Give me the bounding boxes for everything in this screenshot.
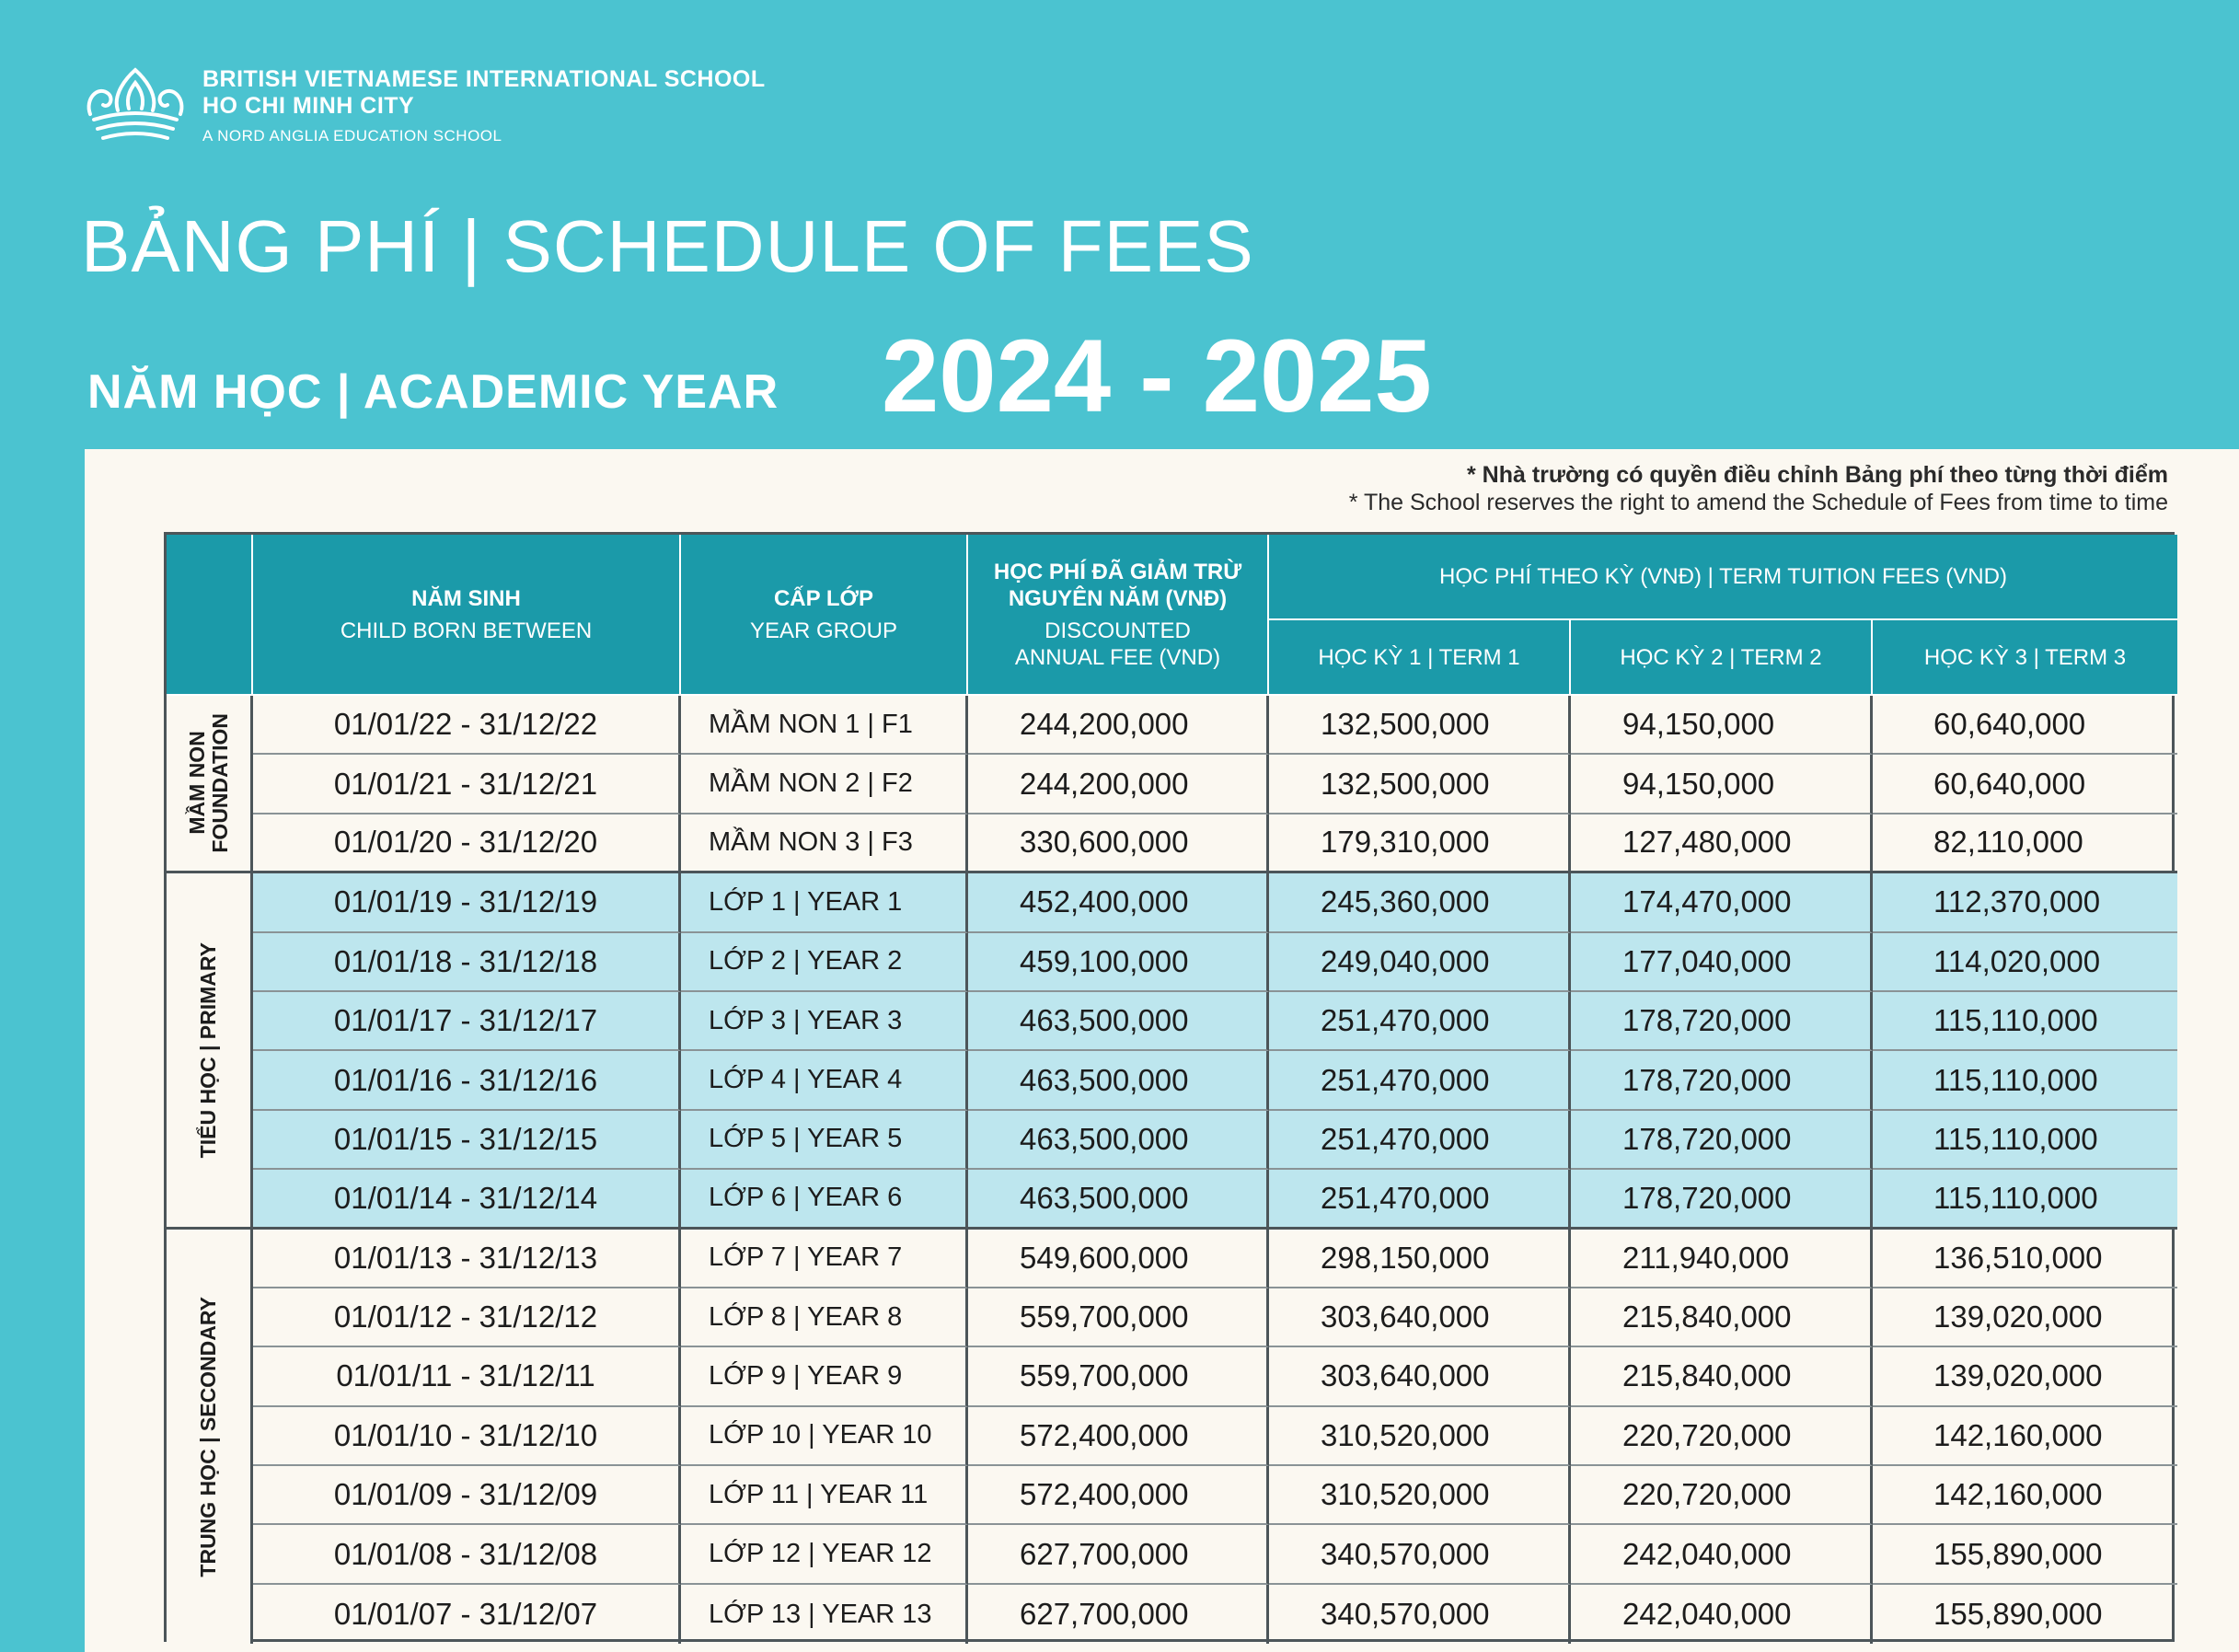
cell-year-group: LỚP 11 | YEAR 11	[681, 1466, 968, 1525]
cell-born: 01/01/16 - 31/12/16	[253, 1051, 681, 1110]
cell-term3-fee: 139,020,000	[1873, 1288, 2177, 1347]
cell-born: 01/01/11 - 31/12/11	[253, 1347, 681, 1406]
cell-annual-fee: 559,700,000	[968, 1347, 1269, 1406]
cell-born: 01/01/08 - 31/12/08	[253, 1525, 681, 1584]
cell-annual-fee: 463,500,000	[968, 1051, 1269, 1110]
cell-term2-fee: 178,720,000	[1571, 1051, 1873, 1110]
header-group-vi: CẤP LỚP	[773, 585, 874, 611]
cell-term1-fee: 298,150,000	[1269, 1230, 1571, 1288]
cell-year-group: LỚP 8 | YEAR 8	[681, 1288, 968, 1347]
cell-annual-fee: 244,200,000	[968, 696, 1269, 755]
cell-term2-fee: 178,720,000	[1571, 992, 1873, 1051]
cell-year-group: LỚP 7 | YEAR 7	[681, 1230, 968, 1288]
cell-term1-fee: 340,570,000	[1269, 1525, 1571, 1584]
cell-born: 01/01/14 - 31/12/14	[253, 1170, 681, 1229]
cell-annual-fee: 572,400,000	[968, 1407, 1269, 1466]
header-blank-cell	[167, 535, 253, 696]
header-term2: HỌC KỲ 2 | TERM 2	[1571, 620, 1873, 696]
cell-term1-fee: 132,500,000	[1269, 696, 1571, 755]
cell-year-group: LỚP 6 | YEAR 6	[681, 1170, 968, 1229]
cell-term2-fee: 94,150,000	[1571, 755, 1873, 814]
cell-year-group: LỚP 4 | YEAR 4	[681, 1051, 968, 1110]
cell-born: 01/01/10 - 31/12/10	[253, 1407, 681, 1466]
cell-year-group: MẦM NON 3 | F3	[681, 814, 968, 873]
header-term3: HỌC KỲ 3 | TERM 3	[1873, 620, 2177, 696]
cell-term1-fee: 340,570,000	[1269, 1585, 1571, 1644]
cell-annual-fee: 627,700,000	[968, 1525, 1269, 1584]
cell-born: 01/01/21 - 31/12/21	[253, 755, 681, 814]
school-name: BRITISH VIETNAMESE INTERNATIONAL SCHOOL	[202, 66, 766, 92]
cell-year-group: MẦM NON 1 | F1	[681, 696, 968, 755]
section-primary-label: TIỂU HỌC | PRIMARY	[196, 942, 220, 1158]
cell-term3-fee: 155,890,000	[1873, 1525, 2177, 1584]
cell-year-group: LỚP 5 | YEAR 5	[681, 1111, 968, 1170]
section-foundation-label: MẦM NON FOUNDATION	[184, 713, 232, 853]
cell-term1-fee: 303,640,000	[1269, 1288, 1571, 1347]
cell-year-group: LỚP 1 | YEAR 1	[681, 873, 968, 932]
cell-term1-fee: 251,470,000	[1269, 1051, 1571, 1110]
cell-annual-fee: 627,700,000	[968, 1585, 1269, 1644]
cell-term1-fee: 251,470,000	[1269, 1111, 1571, 1170]
section-secondary-label: TRUNG HỌC | SECONDARY	[196, 1296, 220, 1577]
cell-born: 01/01/13 - 31/12/13	[253, 1230, 681, 1288]
cell-term1-fee: 179,310,000	[1269, 814, 1571, 873]
cell-term1-fee: 251,470,000	[1269, 992, 1571, 1051]
header-discounted-fee	[968, 535, 1269, 696]
cell-annual-fee: 459,100,000	[968, 933, 1269, 992]
school-crest-logo	[81, 63, 190, 144]
cell-born: 01/01/18 - 31/12/18	[253, 933, 681, 992]
cell-born: 01/01/07 - 31/12/07	[253, 1585, 681, 1644]
header-discount-en-2: ANNUAL FEE (VND)	[1014, 644, 1221, 670]
section-primary	[167, 873, 253, 1229]
cell-term2-fee: 220,720,000	[1571, 1466, 1873, 1525]
cell-annual-fee: 452,400,000	[968, 873, 1269, 932]
cell-term2-fee: 178,720,000	[1571, 1111, 1873, 1170]
cell-term3-fee: 114,020,000	[1873, 933, 2177, 992]
school-affiliation: A NORD ANGLIA EDUCATION SCHOOL	[202, 127, 502, 144]
fees-panel	[85, 449, 2239, 1652]
cell-born: 01/01/09 - 31/12/09	[253, 1466, 681, 1525]
cell-term2-fee: 174,470,000	[1571, 873, 1873, 932]
header-group	[681, 535, 968, 696]
cell-term3-fee: 115,110,000	[1873, 1111, 2177, 1170]
cell-year-group: LỚP 9 | YEAR 9	[681, 1347, 968, 1406]
disclaimer-en: * The School reserves the right to amend the Schedule of Fees from time to time	[1348, 490, 2168, 515]
cell-born: 01/01/19 - 31/12/19	[253, 873, 681, 932]
cell-born: 01/01/17 - 31/12/17	[253, 992, 681, 1051]
cell-annual-fee: 559,700,000	[968, 1288, 1269, 1347]
cell-year-group: LỚP 10 | YEAR 10	[681, 1407, 968, 1466]
cell-term2-fee: 220,720,000	[1571, 1407, 1873, 1466]
fees-table	[164, 532, 2175, 1642]
cell-born: 01/01/20 - 31/12/20	[253, 814, 681, 873]
cell-annual-fee: 330,600,000	[968, 814, 1269, 873]
cell-born: 01/01/15 - 31/12/15	[253, 1111, 681, 1170]
header-term1: HỌC KỲ 1 | TERM 1	[1269, 620, 1571, 696]
cell-term3-fee: 60,640,000	[1873, 755, 2177, 814]
cell-term3-fee: 115,110,000	[1873, 1051, 2177, 1110]
cell-term3-fee: 112,370,000	[1873, 873, 2177, 932]
cell-born: 01/01/12 - 31/12/12	[253, 1288, 681, 1347]
header-term-fees-label: HỌC PHÍ THEO KỲ (VNĐ) | TERM TUITION FEES (VND)	[1439, 564, 2007, 589]
cell-annual-fee: 244,200,000	[968, 755, 1269, 814]
cell-annual-fee: 549,600,000	[968, 1230, 1269, 1288]
cell-term3-fee: 115,110,000	[1873, 992, 2177, 1051]
academic-year-value: 2024 - 2025	[882, 318, 1432, 433]
cell-term2-fee: 242,040,000	[1571, 1585, 1873, 1644]
header-group-en: YEAR GROUP	[749, 618, 898, 643]
cell-year-group: LỚP 3 | YEAR 3	[681, 992, 968, 1051]
cell-year-group: LỚP 2 | YEAR 2	[681, 933, 968, 992]
cell-year-group: MẦM NON 2 | F2	[681, 755, 968, 814]
header-born-en: CHILD BORN BETWEEN	[340, 618, 593, 643]
cell-term3-fee: 82,110,000	[1873, 814, 2177, 873]
page-title: BẢNG PHÍ | SCHEDULE OF FEES	[81, 205, 1254, 287]
header-discount-vi-2: NGUYÊN NĂM (VNĐ)	[1008, 585, 1228, 611]
header-discount-en-1: DISCOUNTED	[1044, 618, 1191, 643]
cell-term1-fee: 303,640,000	[1269, 1347, 1571, 1406]
cell-year-group: LỚP 12 | YEAR 12	[681, 1525, 968, 1584]
cell-term1-fee: 249,040,000	[1269, 933, 1571, 992]
cell-term2-fee: 242,040,000	[1571, 1525, 1873, 1584]
cell-term2-fee: 127,480,000	[1571, 814, 1873, 873]
cell-annual-fee: 463,500,000	[968, 1170, 1269, 1229]
academic-year-label: NĂM HỌC | ACADEMIC YEAR	[87, 365, 779, 419]
header-born	[253, 535, 681, 696]
cell-term2-fee: 94,150,000	[1571, 696, 1873, 755]
cell-born: 01/01/22 - 31/12/22	[253, 696, 681, 755]
cell-annual-fee: 463,500,000	[968, 992, 1269, 1051]
cell-term2-fee: 178,720,000	[1571, 1170, 1873, 1229]
cell-term1-fee: 132,500,000	[1269, 755, 1571, 814]
cell-term3-fee: 142,160,000	[1873, 1466, 2177, 1525]
cell-term3-fee: 136,510,000	[1873, 1230, 2177, 1288]
cell-term3-fee: 139,020,000	[1873, 1347, 2177, 1406]
header-term-fees	[1269, 535, 2177, 620]
cell-term2-fee: 177,040,000	[1571, 933, 1873, 992]
cell-term3-fee: 115,110,000	[1873, 1170, 2177, 1229]
cell-term1-fee: 310,520,000	[1269, 1466, 1571, 1525]
school-city: HO CHI MINH CITY	[202, 93, 415, 119]
cell-term1-fee: 310,520,000	[1269, 1407, 1571, 1466]
cell-term1-fee: 245,360,000	[1269, 873, 1571, 932]
header-born-vi: NĂM SINH	[411, 585, 521, 611]
section-foundation	[167, 696, 253, 873]
cell-term2-fee: 215,840,000	[1571, 1288, 1873, 1347]
cell-term2-fee: 215,840,000	[1571, 1347, 1873, 1406]
cell-term3-fee: 142,160,000	[1873, 1407, 2177, 1466]
cell-term1-fee: 251,470,000	[1269, 1170, 1571, 1229]
school-name-block	[202, 66, 766, 145]
cell-annual-fee: 463,500,000	[968, 1111, 1269, 1170]
cell-term2-fee: 211,940,000	[1571, 1230, 1873, 1288]
cell-annual-fee: 572,400,000	[968, 1466, 1269, 1525]
disclaimer-vi: * Nhà trường có quyền điều chỉnh Bảng phí theo từng thời điểm	[1466, 462, 2168, 488]
header-discount-vi-1: HỌC PHÍ ĐÃ GIẢM TRỪ	[993, 559, 1242, 584]
cell-term3-fee: 155,890,000	[1933, 1597, 2103, 1632]
cell-term3-fee: 60,640,000	[1873, 696, 2177, 755]
section-secondary	[167, 1230, 253, 1645]
cell-year-group: LỚP 13 | YEAR 13	[681, 1585, 968, 1644]
